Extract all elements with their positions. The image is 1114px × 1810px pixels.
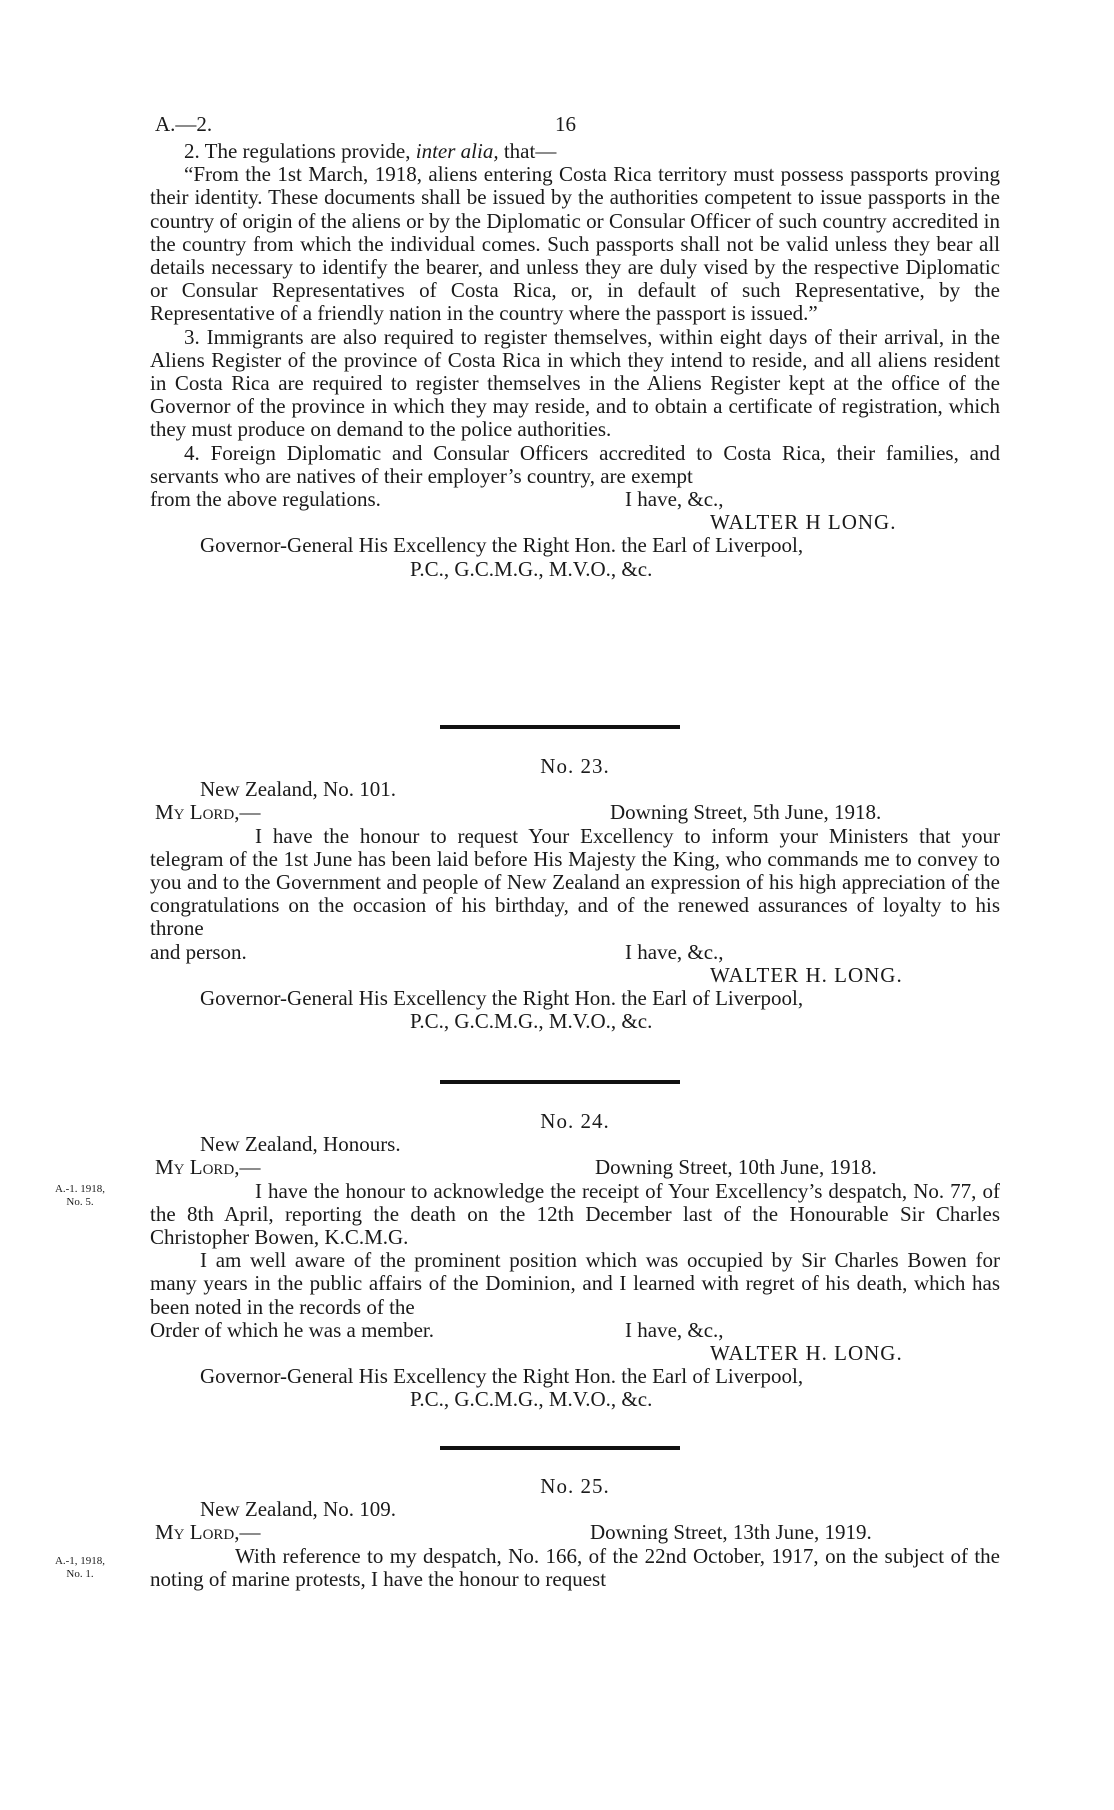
salutation: My Lord,— xyxy=(155,1520,261,1545)
salutation-row xyxy=(150,801,1000,824)
paragraph-4-end: from the above regulations. xyxy=(150,487,381,512)
despatch-23 xyxy=(150,755,1000,1033)
closing-row xyxy=(150,488,1000,511)
despatch-24 xyxy=(150,1110,1000,1412)
paragraph-2 xyxy=(150,140,1000,163)
closing-row xyxy=(150,1319,1000,1342)
place-date: Downing Street, 13th June, 1919. xyxy=(590,1520,872,1545)
despatch-number: No. 24. xyxy=(540,1109,610,1133)
paragraph-4: 4. Foreign Diplomatic and Consular Officers accredited to Costa Rica, their families, and servants who are natives of their employer’s country, are exempt xyxy=(150,440,1000,488)
despatch-ref: New Zealand, Honours. xyxy=(200,1132,401,1157)
page-number: 16 xyxy=(555,112,576,136)
addressee-line-2: P.C., G.C.M.G., M.V.O., &c. xyxy=(410,1387,653,1412)
paragraph-3: 3. Immigrants are also required to register themselves, within eight days of their arrival, in the Aliens Register of the province of Costa Rica in which they intend to reside, and all aliens resident in Costa Rica are required to register themselves in the Aliens Register kept at the office of the Governor of the province in which they may reside, and to obtain a certificate of registration, which they must produce on demand to the police authorities. xyxy=(150,324,1000,442)
section-top xyxy=(150,140,1000,581)
margin-note-line-2: No. 1. xyxy=(66,1568,94,1580)
despatch-number: No. 23. xyxy=(540,754,610,778)
despatch-body: With reference to my despatch, No. 166, of the 22nd October, 1917, on the subject of the noting of marine protests, I have the honour to request xyxy=(150,1543,1000,1591)
margin-note xyxy=(40,1555,120,1581)
body-end: Order of which he was a member. xyxy=(150,1317,434,1342)
paragraph-2-suffix: that— xyxy=(498,139,557,163)
body-end: and person. xyxy=(150,939,247,964)
margin-note xyxy=(40,1183,120,1209)
salutation-row xyxy=(150,1156,1000,1179)
addressee-line-1: Governor-General His Excellency the Right Hon. the Earl of Liverpool, xyxy=(200,533,804,558)
signature: WALTER H LONG. xyxy=(710,510,897,535)
addressee-line-2: P.C., G.C.M.G., M.V.O., &c. xyxy=(410,1009,653,1034)
addressee-line-2: P.C., G.C.M.G., M.V.O., &c. xyxy=(410,556,653,581)
closing-text: I have, &c., xyxy=(625,487,724,512)
signature: WALTER H. LONG. xyxy=(710,962,903,987)
inter-alia-text: inter alia, xyxy=(415,139,499,163)
section-divider xyxy=(440,1446,680,1450)
place-date: Downing Street, 10th June, 1918. xyxy=(595,1155,877,1180)
paragraph-2-prefix: 2. The regulations provide, xyxy=(184,139,416,163)
salutation-row xyxy=(150,1521,1000,1544)
salutation: My Lord,— xyxy=(155,1155,261,1180)
section-divider xyxy=(440,725,680,729)
despatch-body: I have the honour to request Your Excellency to inform your Ministers that your telegram of the 1st June has been laid before His Majesty the King, who commands me to convey to you and to the Government and people of New Zealand an expression of his high appreciation of the congratulations on the occasion of his birthday, and of the renewed assurances of loyalty to his throne xyxy=(150,823,1000,941)
closing-row xyxy=(150,941,1000,964)
addressee-line-1: Governor-General His Excellency the Right Hon. the Earl of Liverpool, xyxy=(200,986,804,1010)
margin-note-line-2: No. 5. xyxy=(66,1196,94,1208)
closing-text: I have, &c., xyxy=(625,1317,724,1342)
document-reference: A.—2. xyxy=(155,112,213,136)
signature: WALTER H. LONG. xyxy=(710,1341,903,1365)
addressee-line-1: Governor-General His Excellency the Right Hon. the Earl of Liverpool, xyxy=(200,1364,804,1389)
despatch-25 xyxy=(150,1475,1000,1591)
margin-note-line-1: A.-1, 1918, xyxy=(54,1555,106,1567)
despatch-ref: New Zealand, No. 109. xyxy=(200,1497,396,1522)
closing-text: I have, &c., xyxy=(625,939,724,964)
despatch-body-1: I have the honour to acknowledge the receipt of Your Excellency’s despatch, No. 77, of the 8th April, reporting the death on the 12th December last of the Honourable Sir Charles Christopher Bowen, K.C.M.G. xyxy=(150,1178,1000,1249)
despatch-body-2: I am well aware of the prominent position which was occupied by Sir Charles Bowen for many years in the public affairs of the Dominion, and I learned with regret of his death, which has been noted in the records of the xyxy=(150,1248,1000,1319)
despatch-number: No. 25. xyxy=(540,1474,610,1498)
regulation-quote: “From the 1st March, 1918, aliens entering Costa Rica territory must possess passports proving their identity. These documents shall be issued by the authorities competent to issue passports in the country of origin of the aliens or by the Diplomatic or Consular Officer of such country accredited in the country from which the individual comes. Such passports shall not be valid unless they bear all details necessary to identify the bearer, and unless they are duly vised by the respective Diplomatic or Consular Representatives of Costa Rica, or, in default of such Representative, by the Representative of a friendly nation in the country where the passport is issued.” xyxy=(150,162,1000,326)
section-divider xyxy=(440,1080,680,1084)
salutation: My Lord,— xyxy=(155,800,261,825)
margin-note-line-1: A.-1. 1918, xyxy=(54,1183,106,1195)
place-date: Downing Street, 5th June, 1918. xyxy=(610,800,882,825)
despatch-ref: New Zealand, No. 101. xyxy=(200,777,396,802)
